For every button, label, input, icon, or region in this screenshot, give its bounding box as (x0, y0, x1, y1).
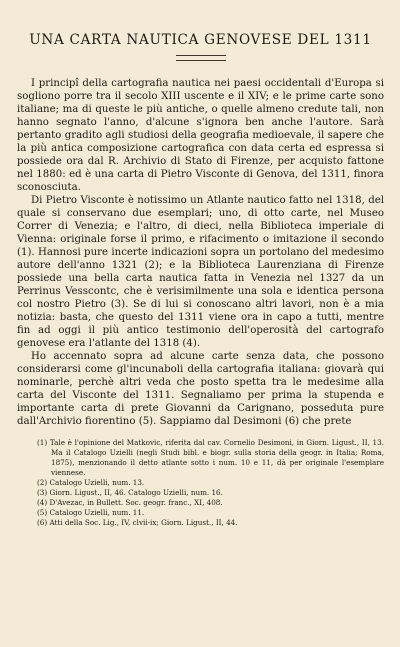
footnote: (4) D'Avezac, in Bullett. Soc. geogr. franc., XI, 408. (37, 498, 223, 507)
title-ornament-rule (176, 55, 226, 61)
footnote: (5) Catalogo Uzielli, num. 11. (37, 508, 145, 517)
footnote: (2) Catalogo Uzielli, num. 13. (37, 478, 145, 487)
footnotes (17, 438, 384, 528)
paragraph: I principî della cartografia nautica nei paesi occidentali d'Europa si sogliono porre tra il secolo XIII uscente e il XIV; e le prime carte sono italiane; ma di queste le più antiche, o quelle almeno credute tali, non hanno segnato l'anno, d'alcune s'ignora ben anche l'autore. Sarà pertanto gradito agli studiosi della geografia medioevale, il sapere che la più antica composizione cartografica con data certa ed espressa si possiede ora dal R. Archivio di Stato di Firenze, per acquisto fattone nel 1880: ed è una carta di Pietro Visconte di Genova, del 1311, finora sconosciuta. (17, 78, 384, 193)
paragraph: Ho accennato sopra ad alcune carte senza data, che possono considerarsi come gl'incunaboli della cartografia italiana: giovarà qui nominarle, perchè altri veda che posto spetta tra le medesime alla carta del Visconte del 1311. Segnaliamo per prima la stupenda e importante carta di prete Giovanni da Carignano, posseduta pure dall'Archivio fiorentino (5). Sappiamo dal Desimoni (6) che prete (17, 351, 384, 427)
footnote: (6) Atti della Soc. Lig., IV, clvii-ix; Giorn. Ligust., II, 44. (37, 518, 238, 527)
footnote: (3) Giorn. Ligust., II, 46. Catalogo Uzielli, num. 16. (37, 488, 223, 497)
chapter-title: UNA CARTA NAUTICA GENOVESE DEL 1311 (29, 32, 372, 48)
paragraph: Di Pietro Visconte è notissimo un Atlante nautico fatto nel 1318, del quale si conservano due esemplari; uno, di otto carte, nel Museo Correr di Venezia; e l'altro, di dieci, nella Biblioteca imperiale di Vienna: originale forse il primo, e rifacimento o imitazione il secondo (1). Hannosi pure incerte indicazioni sopra un portolano del medesimo autore dell'anno 1321 (2); e la Biblioteca Laurenziana di Firenze possiede una bella carta nautica fatta in Venezia nel 1327 da un Perrinus Vesscontc, che è verisimilmente una sola e identica persona col nostro Pietro (3). Se di lui si conoscano altri lavori, non è a mia notizia: basta, che questo del 1311 viene ora in capo a tutti, mentre fin ad oggi il più antico testimonio dell'operosità del cartografo genovese era l'atlante del 1318 (4). (17, 195, 384, 349)
body-text (17, 77, 384, 428)
footnote: (1) Tale è l'opinione del Matkovic, riferita dal cav. Cornelio Desimoni, in Giorn. Ligust., II, 13. Ma il Catalogo Uzielli (negli Studi bibl. e biogr. sulla storia della geogr. in Italia; Roma, 1875), menzionando il detto atlante sotto i num. 10 e 11, dà per originale l'esemplare viennese. (37, 438, 384, 477)
